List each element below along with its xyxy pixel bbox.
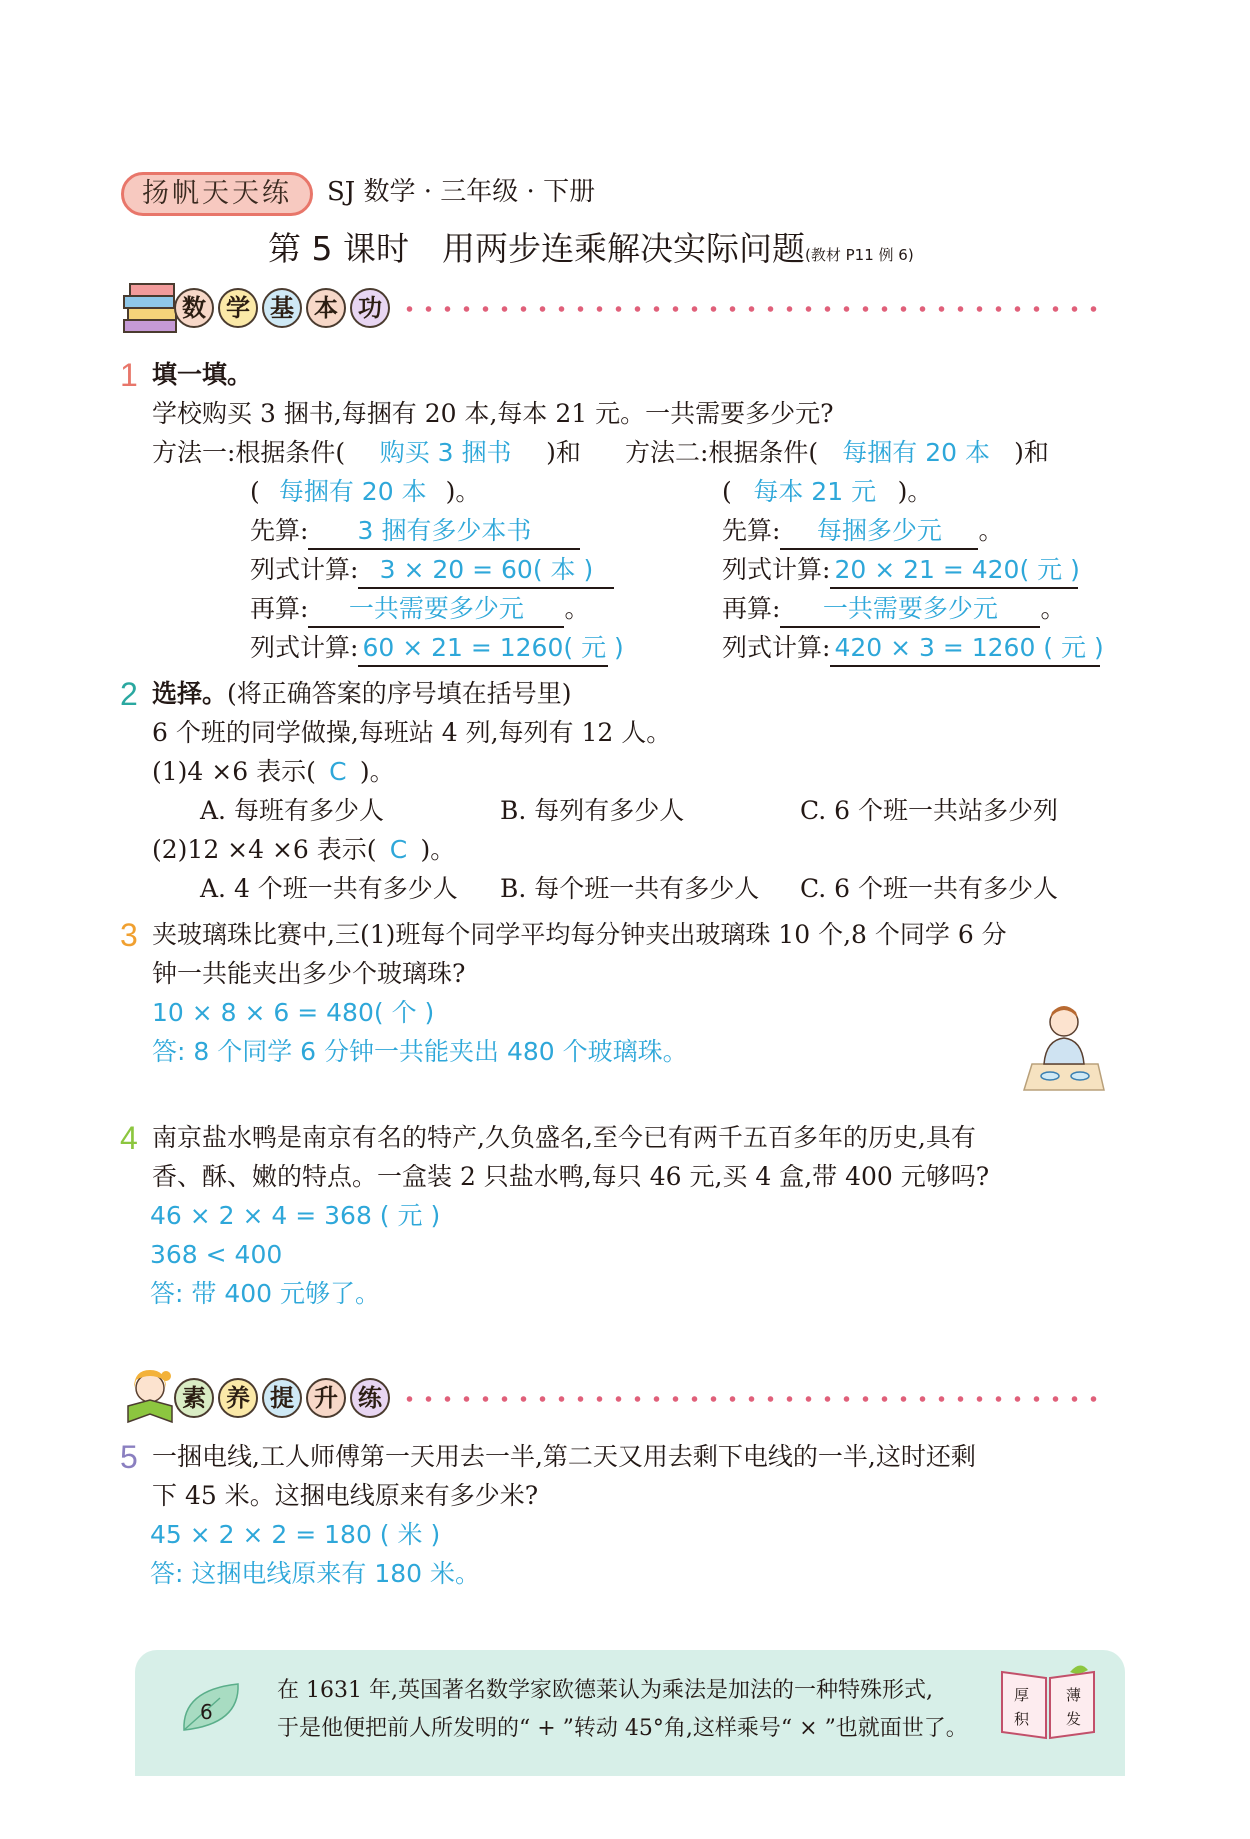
calc-label: 列式计算: <box>250 633 359 662</box>
method2-calc1: 20 × 21 = 420( 元 ) <box>830 553 1078 589</box>
paren-open: ( <box>722 477 732 506</box>
book-word: 发 <box>1066 1710 1082 1728</box>
lesson-title-text: 第 5 课时 用两步连乘解决实际问题 <box>268 229 805 268</box>
question-number: 4 <box>120 1120 138 1156</box>
method2-condition-line <box>625 436 1049 470</box>
paren-close: )。 <box>897 477 933 506</box>
then-label: 再算: <box>250 594 309 623</box>
q2-hint: (将正确答案的序号填在括号里) <box>227 679 572 708</box>
q4-answer-compare: 368 < 400 <box>150 1240 283 1269</box>
method1-condition-line <box>152 436 581 470</box>
q3-line2: 钟一共能夹出多少个玻璃珠? <box>152 959 466 988</box>
method1-and: )和 <box>546 438 581 467</box>
method2-and: )和 <box>1014 438 1049 467</box>
dotted-divider <box>400 306 1100 312</box>
method2-then-line <box>722 592 1065 628</box>
method1-first-line <box>250 514 580 550</box>
method1-calc1-line <box>250 553 614 589</box>
q2-p2-option-b: B. 每个班一共有多少人 <box>500 874 760 903</box>
method2-then: 一共需要多少元 <box>780 592 1040 628</box>
q3-line1: 夹玻璃珠比赛中,三(1)班每个同学平均每分钟夹出玻璃珠 10 个,8 个同学 6 分 <box>152 920 1007 949</box>
q2-part1-end: )。 <box>359 757 395 786</box>
question-number: 1 <box>120 357 138 393</box>
q4-line1: 南京盐水鸭是南京有名的特产,久负盛名,至今已有两千五百多年的历史,具有 <box>152 1123 976 1152</box>
paren-close: )。 <box>445 477 481 506</box>
banner-char: 本 <box>306 288 346 328</box>
q2-stem: 6 个班的同学做操,每班站 4 列,每列有 12 人。 <box>152 718 672 747</box>
banner-char: 素 <box>174 1378 214 1418</box>
method2-first-line <box>722 514 1003 550</box>
method1-first: 3 捆有多少本书 <box>308 514 580 550</box>
method1-label: 方法一:根据条件( <box>152 438 346 467</box>
calc-label: 列式计算: <box>722 555 831 584</box>
q2-part1-answer: C <box>329 757 347 786</box>
books-icon <box>120 276 182 338</box>
method1-calc1: 3 × 20 = 60( 本 ) <box>358 553 614 589</box>
calc-label: 列式计算: <box>250 555 359 584</box>
girl-reading-icon <box>120 1366 182 1428</box>
banner-char: 练 <box>350 1378 390 1418</box>
footer-text-line1: 在 1631 年,英国著名数学家欧德莱认为乘法是加法的一种特殊形式, <box>277 1678 933 1703</box>
period: 。 <box>1040 594 1066 623</box>
lesson-ref: (教材 P11 例 6) <box>804 246 914 264</box>
method2-calc2: 420 × 3 = 1260 ( 元 ) <box>830 631 1100 667</box>
q2-p1-option-b: B. 每列有多少人 <box>500 796 685 825</box>
book-word: 厚 <box>1014 1686 1030 1704</box>
q3-answer-text: 答: 8 个同学 6 分钟一共能夹出 480 个玻璃珠。 <box>152 1037 688 1066</box>
q5-line1: 一捆电线,工人师傅第一天用去一半,第二天又用去剩下电线的一半,这时还剩 <box>152 1442 976 1471</box>
book-word: 薄 <box>1066 1686 1082 1704</box>
section-banner-advanced <box>120 1366 1110 1432</box>
q2-p1-option-a: A. 每班有多少人 <box>200 796 384 825</box>
open-book-icon <box>996 1662 1100 1746</box>
page-number: 6 <box>200 1700 213 1724</box>
q2-part2-text: (2)12 ×4 ×6 表示( <box>152 835 377 864</box>
method2-calc2-line <box>722 631 1104 667</box>
q3-answer-calc: 10 × 8 × 6 = 480( 个 ) <box>152 998 435 1027</box>
method1-cond2: 每捆有 20 本 <box>278 477 427 506</box>
period: 。 <box>978 516 1004 545</box>
book-word: 积 <box>1014 1710 1030 1728</box>
q2-p2-option-c: C. 6 个班一共有多少人 <box>800 874 1058 903</box>
method2-cond2-line <box>722 475 932 509</box>
banner-char: 学 <box>218 288 258 328</box>
q4-answer-text: 答: 带 400 元够了。 <box>150 1279 380 1308</box>
q1-title: 填一填。 <box>152 360 253 389</box>
question-number: 5 <box>120 1439 138 1475</box>
q2-title: 选择。 <box>152 679 228 708</box>
q4-line2: 香、酥、嫩的特点。一盒装 2 只盐水鸭,每只 46 元,买 4 盒,带 400 元够吗? <box>152 1162 990 1191</box>
paren-open: ( <box>250 477 260 506</box>
method1-then-line <box>250 592 589 628</box>
method2-calc1-line <box>722 553 1078 589</box>
method1-cond1: 购买 3 捆书 <box>379 438 512 467</box>
question-number: 2 <box>120 676 138 712</box>
brand-badge: 扬帆天天练 <box>121 172 313 216</box>
q2-part2-end: )。 <box>420 835 456 864</box>
banner-char: 数 <box>174 288 214 328</box>
q5-answer-text: 答: 这捆电线原来有 180 米。 <box>150 1559 480 1588</box>
q2-title-line <box>152 677 572 711</box>
q2-p1-option-c: C. 6 个班一共站多少列 <box>800 796 1058 825</box>
q4-answer-calc: 46 × 2 × 4 = 368 ( 元 ) <box>150 1201 441 1230</box>
footer-text-line2: 于是他便把前人所发明的“ + ”转动 45°角,这样乘号“ × ”也就面世了。 <box>277 1716 968 1741</box>
method1-cond2-line <box>250 475 480 509</box>
dotted-divider <box>400 1396 1100 1402</box>
banner-char: 养 <box>218 1378 258 1418</box>
q2-part1-text: (1)4 ×6 表示( <box>152 757 316 786</box>
method1-calc2-line <box>250 631 624 667</box>
period: 。 <box>564 594 590 623</box>
q5-line2: 下 45 米。这捆电线原来有多少米? <box>152 1481 539 1510</box>
method1-calc2: 60 × 21 = 1260( 元 ) <box>358 631 608 667</box>
method2-first: 每捆多少元 <box>780 514 978 550</box>
method2-label: 方法二:根据条件( <box>625 438 819 467</box>
banner-char: 提 <box>262 1378 302 1418</box>
question-number: 3 <box>120 917 138 953</box>
method2-cond1: 每捆有 20 本 <box>842 438 990 467</box>
q1-stem: 学校购买 3 捆书,每捆有 20 本,每本 21 元。一共需要多少元? <box>152 399 834 428</box>
lesson-title <box>268 226 914 278</box>
q2-p2-option-a: A. 4 个班一共有多少人 <box>200 874 458 903</box>
first-label: 先算: <box>250 516 309 545</box>
q5-answer-calc: 45 × 2 × 2 = 180 ( 米 ) <box>150 1520 441 1549</box>
banner-char: 升 <box>306 1378 346 1418</box>
then-label: 再算: <box>722 594 781 623</box>
method1-then: 一共需要多少元 <box>308 592 564 628</box>
calc-label: 列式计算: <box>722 633 831 662</box>
boy-with-marbles-icon <box>1018 998 1110 1094</box>
q2-part2 <box>152 833 455 867</box>
subject-label: SJ 数学 · 三年级 · 下册 <box>327 177 596 207</box>
q2-part2-answer: C <box>389 835 408 864</box>
q2-part1 <box>152 755 395 789</box>
banner-char: 基 <box>262 288 302 328</box>
section-banner-basic <box>120 276 1110 342</box>
first-label: 先算: <box>722 516 781 545</box>
method2-cond2: 每本 21 元 <box>753 477 877 506</box>
banner-char: 功 <box>350 288 390 328</box>
